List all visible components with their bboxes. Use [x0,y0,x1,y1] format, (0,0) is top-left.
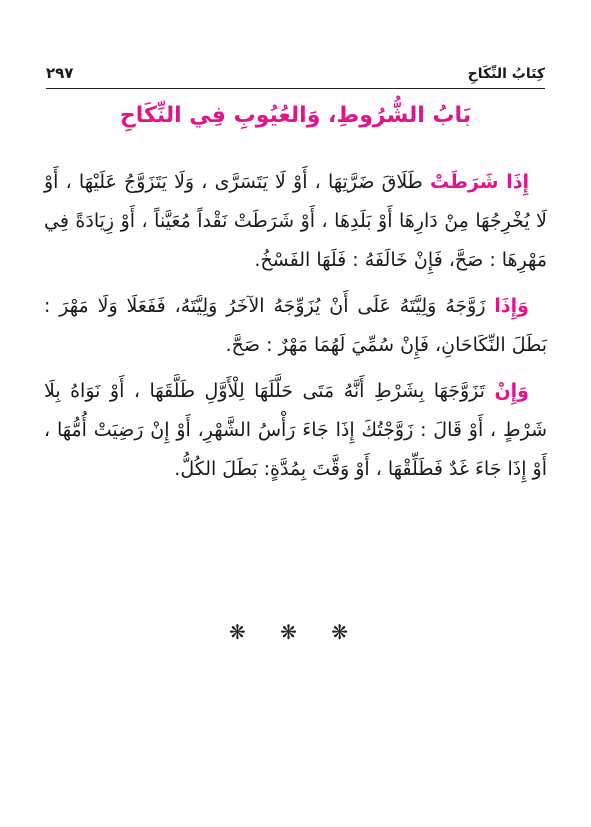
page-number: ٢٩٧ [46,64,74,82]
paragraph-lead: إِذَا شَرَطَتْ [429,171,529,193]
running-header-title: كِتَابُ النِّكَاحِ [467,66,545,82]
paragraph-text: طَلَاقَ ضَرَّتِهَا ، أَوْ لَا يَتَسَرَّى ، وَلَا يَتَزَوَّجُ عَلَيْهَا ، أَوْ لَا يُخْرِجُهَا مِنْ دَارِهَا أَوْ بَلَدِهَا ، أَوْ شَرَطَتْ نَقْداً مُعَيَّناً ، أَوْ زِيَادَةً فِي مَهْرِهَا : صَحَّ، فَإِنْ خَالَفَهُ : فَلَهَا الفَسْخُ. [44,171,547,271]
body-text [44,163,547,496]
paragraph-text: تَزَوَّجَهَا بِشَرْطِ أَنَّهُ مَتَى حَلَّلَهَا لِلْأَوَّلِ طَلَّقَهَا ، أَوْ نَوَاهُ بِلَا شَرْطٍ ، أَوْ قَالَ : زَوَّجْتُكَ إِذَا جَاءَ رَأْسُ الشَّهْرِ، أَوْ إِنْ رَضِيَتْ أُمُّهَا ، أَوْ إِذَا جَاءَ غَدٌ فَطَلِّقْهَا ، أَوْ وَقَّتَ بِمُدَّةٍ: بَطَلَ الكُلُّ. [44,380,547,480]
paragraph-3 [44,372,547,489]
paragraph-lead: وَإِذَا [494,295,529,317]
paragraph-2 [44,287,547,365]
paragraph-text: زَوَّجَهُ وَلِيَّتَهُ عَلَى أَنْ يُزَوِّجَهُ الآخَرُ وَلِيَّتَهُ، فَفَعَلَا وَلَا مَهْرَ : بَطَلَ النِّكَاحَانِ، فَإِنْ سُمِّيَ لَهُمَا مَهْرٌ : صَحَّ. [44,295,547,356]
chapter-title: بَابُ الشُّرُوطِ، وَالعُيُوبِ فِي النِّكَاحِ [119,103,472,128]
page-header [46,58,545,89]
paragraph-1 [44,163,547,280]
section-separator: ❋ ❋ ❋ [229,620,362,644]
paragraph-lead: وَإِنْ [494,380,529,402]
